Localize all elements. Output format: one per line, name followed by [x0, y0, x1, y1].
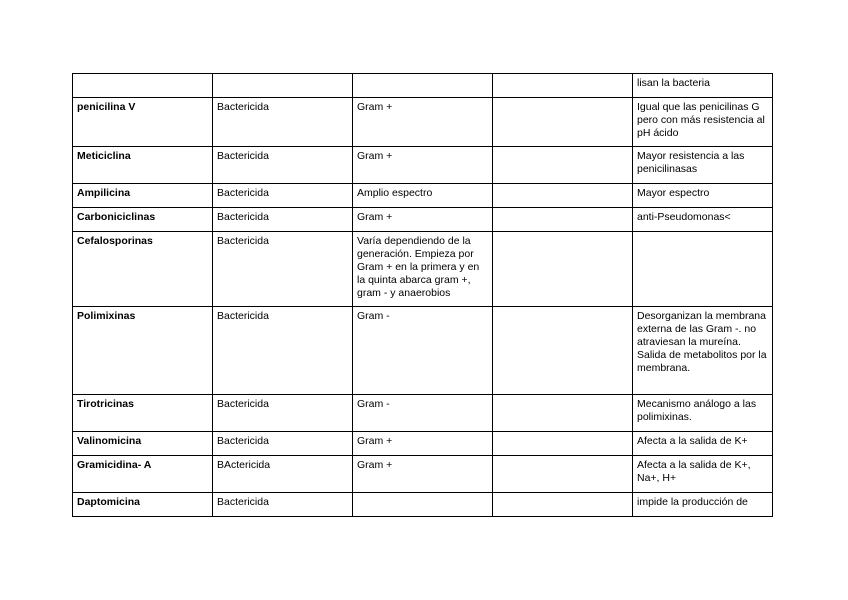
cell-notes: lisan la bacteria	[633, 74, 773, 98]
cell-notes	[633, 232, 773, 307]
cell-action: BActericida	[213, 456, 353, 493]
cell-action: Bactericida	[213, 147, 353, 184]
table-row	[73, 208, 773, 232]
cell-notes: anti-Pseudomonas<	[633, 208, 773, 232]
cell-notes: Mayor resistencia a las penicilinasas	[633, 147, 773, 184]
table-row	[73, 395, 773, 432]
table-row	[73, 432, 773, 456]
table-row	[73, 74, 773, 98]
cell-action: Bactericida	[213, 184, 353, 208]
cell-action: Bactericida	[213, 493, 353, 517]
cell-name: Carboniciclinas	[73, 208, 213, 232]
cell-name: Daptomicina	[73, 493, 213, 517]
cell-spectrum	[353, 493, 493, 517]
cell-spectrum: Amplio espectro	[353, 184, 493, 208]
cell-extra	[493, 147, 633, 184]
cell-spectrum: Gram +	[353, 208, 493, 232]
cell-spectrum: Gram +	[353, 456, 493, 493]
cell-extra	[493, 208, 633, 232]
cell-action: Bactericida	[213, 208, 353, 232]
table-row	[73, 307, 773, 395]
cell-spectrum: Varía dependiendo de la generación. Empieza por Gram + en la primera y en la quinta abarca gram +, gram - y anaerobios	[353, 232, 493, 307]
cell-notes: Mecanismo análogo a las polimixinas.	[633, 395, 773, 432]
table-row	[73, 493, 773, 517]
cell-notes: Afecta a la salida de K+, Na+, H+	[633, 456, 773, 493]
cell-name: Valinomicina	[73, 432, 213, 456]
cell-extra	[493, 395, 633, 432]
cell-name: Polimixinas	[73, 307, 213, 395]
cell-notes: Igual que las penicilinas G pero con más resistencia al pH ácido	[633, 98, 773, 147]
cell-spectrum	[353, 74, 493, 98]
cell-spectrum: Gram +	[353, 432, 493, 456]
cell-name: Meticiclina	[73, 147, 213, 184]
antibiotics-table	[72, 73, 773, 517]
cell-notes: impide la producción de	[633, 493, 773, 517]
cell-action: Bactericida	[213, 232, 353, 307]
cell-action: Bactericida	[213, 432, 353, 456]
cell-extra	[493, 493, 633, 517]
cell-action	[213, 74, 353, 98]
cell-notes: Mayor espectro	[633, 184, 773, 208]
cell-spectrum: Gram +	[353, 98, 493, 147]
table-body	[73, 74, 773, 517]
table-row	[73, 184, 773, 208]
cell-name: Tirotricinas	[73, 395, 213, 432]
cell-extra	[493, 98, 633, 147]
cell-spectrum: Gram -	[353, 395, 493, 432]
table-row	[73, 147, 773, 184]
cell-name: Gramicidina- A	[73, 456, 213, 493]
cell-action: Bactericida	[213, 395, 353, 432]
cell-action: Bactericida	[213, 98, 353, 147]
cell-name: Cefalosporinas	[73, 232, 213, 307]
cell-extra	[493, 456, 633, 493]
cell-name: Ampilicina	[73, 184, 213, 208]
table-row	[73, 456, 773, 493]
cell-notes: Desorganizan la membrana externa de las Gram -. no atraviesan la mureína. Salida de metabolitos por la membrana.	[633, 307, 773, 395]
cell-extra	[493, 432, 633, 456]
cell-notes: Afecta a la salida de K+	[633, 432, 773, 456]
cell-name	[73, 74, 213, 98]
cell-extra	[493, 184, 633, 208]
table-row	[73, 232, 773, 307]
cell-extra	[493, 74, 633, 98]
cell-action: Bactericida	[213, 307, 353, 395]
cell-spectrum: Gram +	[353, 147, 493, 184]
cell-spectrum: Gram -	[353, 307, 493, 395]
table-row	[73, 98, 773, 147]
cell-name: penicilina V	[73, 98, 213, 147]
cell-extra	[493, 232, 633, 307]
cell-extra	[493, 307, 633, 395]
